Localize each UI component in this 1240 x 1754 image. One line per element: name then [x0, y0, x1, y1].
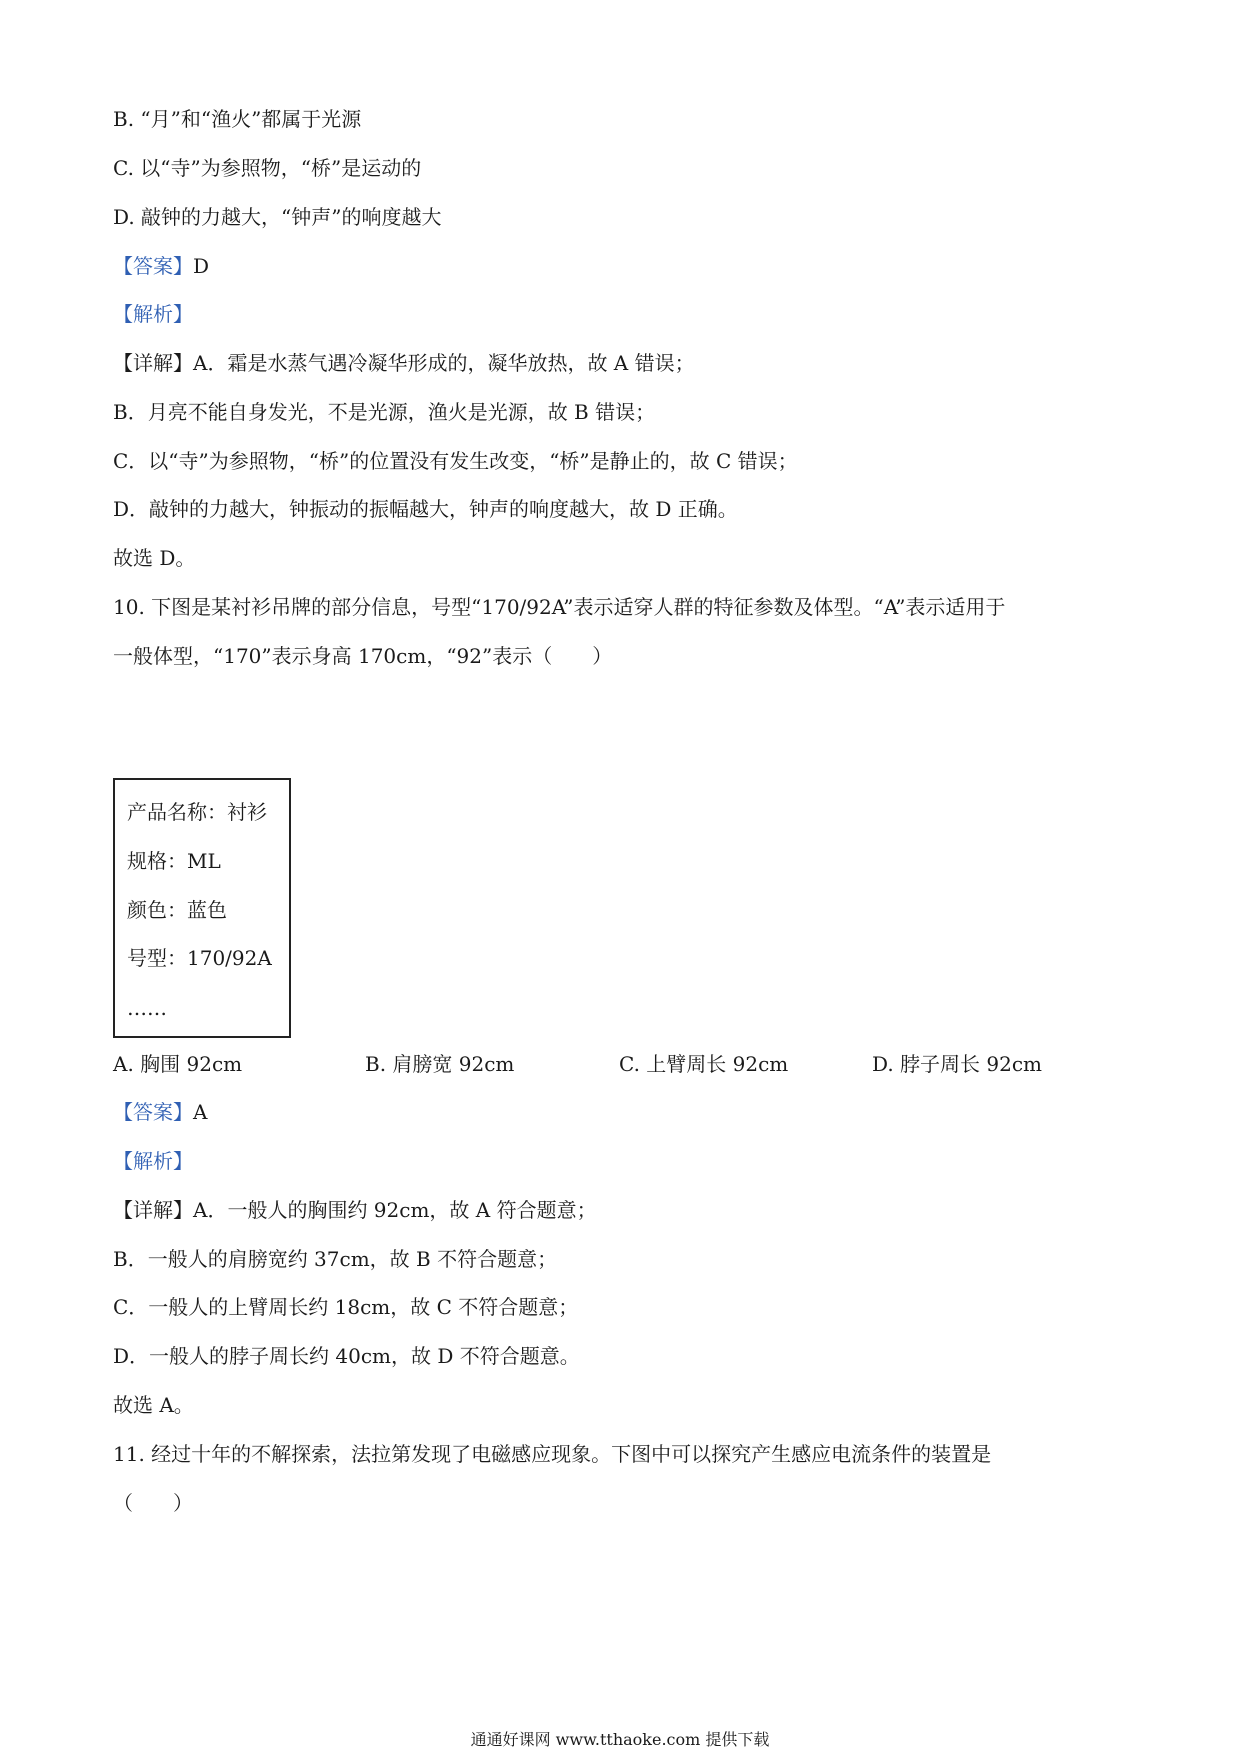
q10-option-d: D. 脖子周长 92cm — [872, 1052, 1043, 1076]
shirt-tag-box — [113, 778, 291, 1038]
q9-detail-c: C．以“寺”为参照物，“桥”的位置没有发生改变，“桥”是静止的，故 C 错误； — [113, 449, 798, 473]
q10-detail-b: B．一般人的肩膀宽约 37cm，故 B 不符合题意； — [113, 1247, 558, 1271]
q9-detail-a — [113, 349, 695, 377]
q10-option-a: A. 胸围 92cm — [113, 1052, 243, 1076]
q9-detail-d: D．敲钟的力越大，钟振动的振幅越大，钟声的响度越大，故 D 正确。 — [113, 497, 738, 521]
q9-option-d: D. 敲钟的力越大，“钟声”的响度越大 — [113, 205, 442, 229]
q10-stem-line1: 10. 下图是某衬衫吊牌的部分信息，号型“170/92A”表示适穿人群的特征参数及体型。“A”表示适用于 — [113, 595, 1006, 619]
q10-option-b: B. 肩膀宽 92cm — [365, 1052, 515, 1076]
q10-conclusion: 故选 A。 — [113, 1393, 194, 1417]
q9-answer — [113, 252, 209, 280]
q11-stem-line2: （ ） — [113, 1491, 193, 1515]
detail-tag: 【详解】 — [113, 351, 193, 375]
q9-detail-b: B．月亮不能自身发光，不是光源，渔火是光源，故 B 错误； — [113, 400, 656, 424]
q9-option-c: C. 以“寺”为参照物，“桥”是运动的 — [113, 156, 422, 180]
answer-value: A — [193, 1100, 208, 1124]
detail-text: A．霜是水蒸气遇冷凝华形成的，凝华放热，故 A 错误； — [193, 351, 695, 375]
q10-detail-a — [113, 1196, 597, 1224]
q10-detail-c: C．一般人的上臂周长约 18cm，故 C 不符合题意； — [113, 1295, 579, 1319]
q10-detail-d: D．一般人的脖子周长约 40cm，故 D 不符合题意。 — [113, 1344, 580, 1368]
detail-tag: 【详解】 — [113, 1198, 193, 1222]
q9-analysis-tag: 【解析】 — [113, 302, 193, 326]
answer-tag: 【答案】 — [113, 1100, 193, 1124]
detail-text: A．一般人的胸围约 92cm，故 A 符合题意； — [193, 1198, 597, 1222]
tag-size: 号型：170/92A — [127, 946, 272, 970]
q9-conclusion: 故选 D。 — [113, 546, 196, 570]
tag-spec: 规格：ML — [127, 849, 221, 873]
q10-stem-line2: 一般体型，“170”表示身高 170cm，“92”表示（ ） — [113, 644, 613, 668]
tag-color: 颜色：蓝色 — [127, 898, 227, 922]
q11-stem-line1: 11. 经过十年的不解探索，法拉第发现了电磁感应现象。下图中可以探究产生感应电流条件的装置是 — [113, 1442, 992, 1466]
page-footer: 通通好课网 www.tthaoke.com 提供下载 — [470, 1730, 770, 1749]
q10-analysis-tag: 【解析】 — [113, 1149, 193, 1173]
q10-option-c: C. 上臂周长 92cm — [619, 1052, 789, 1076]
answer-tag: 【答案】 — [113, 254, 193, 278]
q10-answer — [113, 1098, 207, 1126]
tag-more: …… — [127, 996, 167, 1020]
answer-value: D — [193, 254, 210, 278]
tag-name: 产品名称：衬衫 — [127, 800, 267, 824]
q9-option-b: B. “月”和“渔火”都属于光源 — [113, 107, 362, 131]
